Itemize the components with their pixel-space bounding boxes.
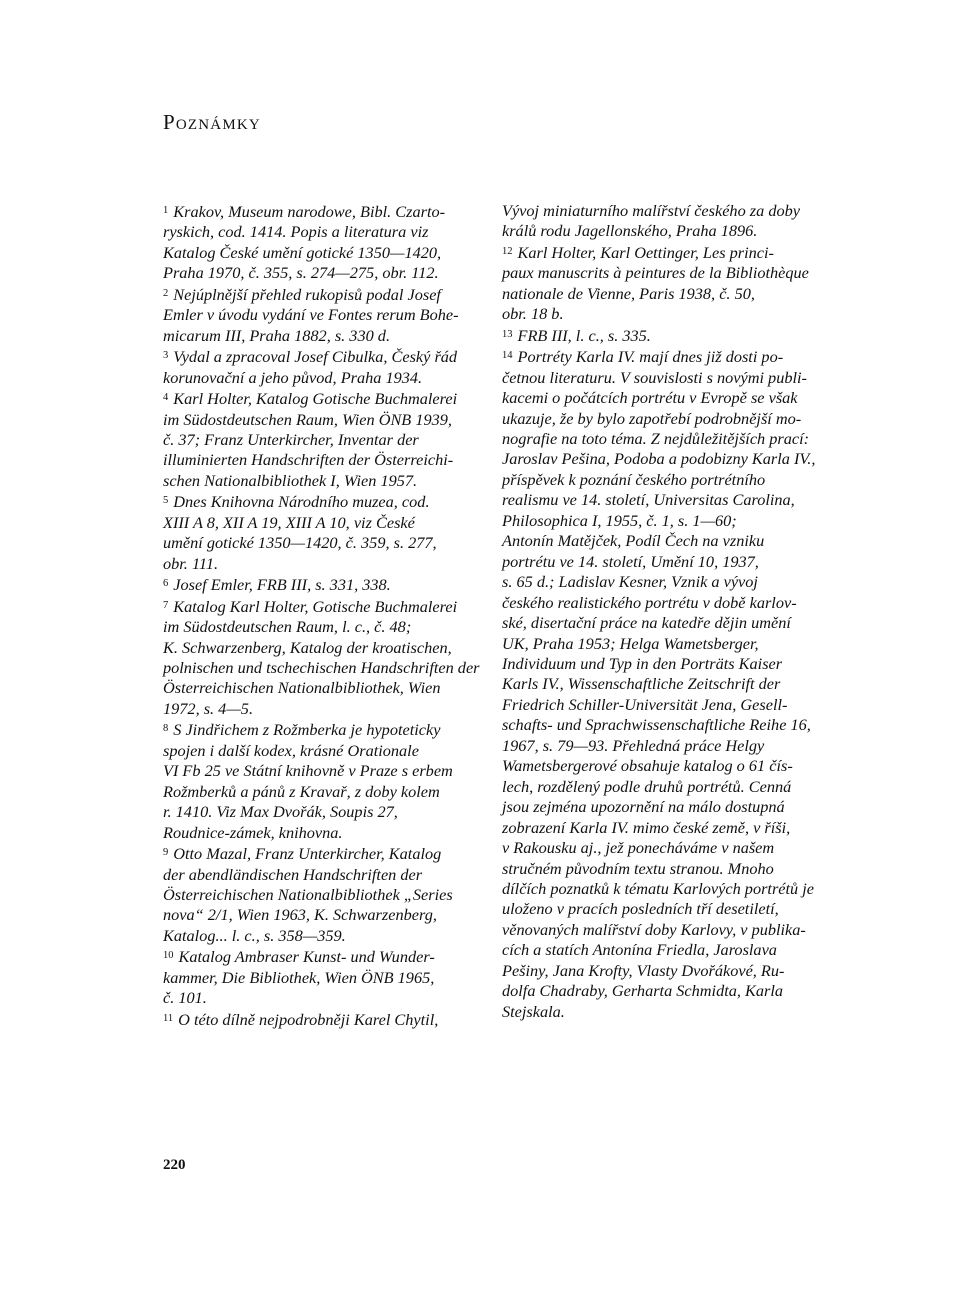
notes-right-column xyxy=(502,201,816,1022)
note-line xyxy=(163,968,463,988)
note-line xyxy=(163,346,463,367)
note-line xyxy=(502,572,802,592)
note-text: spojen i další kodex, krásné Orationale xyxy=(163,740,419,760)
note-text: zobrazení Karla IV. mimo české země, v říši, xyxy=(502,817,791,837)
note-text: č. 101. xyxy=(163,988,207,1008)
footnote-number: 8 xyxy=(163,723,169,735)
note-text: Antonín Matějček, Podíl Čech na vzniku xyxy=(502,531,765,551)
note-text: r. 1410. Viz Max Dvořák, Soupis 27, xyxy=(163,802,398,822)
note-text: UK, Praha 1953; Helga Wametsberger, xyxy=(502,633,759,653)
footnote-number: 1 xyxy=(163,205,169,216)
note-line xyxy=(163,410,463,430)
footnote-number: 10 xyxy=(163,950,174,962)
note-text: portrétu ve 14. století, Umění 10, 1937, xyxy=(502,551,759,571)
note-text: nova“ 2/1, Wien 1963, K. Schwarzenberg, xyxy=(163,905,437,925)
note-text: Karl Holter, Karl Oettinger, Les princi- xyxy=(517,242,774,262)
note-line xyxy=(163,699,463,719)
note-line xyxy=(502,715,811,735)
note-line xyxy=(163,802,463,822)
note-line xyxy=(163,326,463,346)
note-text: paux manuscrits à peintures de la Bibliothèque xyxy=(502,263,809,283)
note-line xyxy=(163,1009,463,1030)
note-text: cích a statích Antonína Friedla, Jaroslava xyxy=(502,940,777,960)
footnote-number: 3 xyxy=(163,350,169,362)
note-line xyxy=(502,613,802,633)
note-line xyxy=(163,885,463,905)
note-line xyxy=(163,388,463,409)
note-text: českého realistického portrétu v době karlov- xyxy=(502,592,797,612)
note-text: Katalog České umění gotické 1350—1420, xyxy=(163,242,442,262)
note-text: Jaroslav Pešina, Podoba a podobizny Karla IV., xyxy=(502,449,816,469)
note-line xyxy=(502,284,802,304)
note-text: Karls IV., Wissenschaftliche Zeitschrift der xyxy=(502,674,781,694)
note-line xyxy=(163,946,463,967)
note-text: Emler v úvodu vydání ve Fontes rerum Bohe- xyxy=(163,305,459,325)
note-text: Individuum und Typ in den Porträts Kaiser xyxy=(502,653,783,673)
note-line xyxy=(502,736,802,756)
note-line xyxy=(163,865,463,885)
note-text: Nejúplnější přehled rukopisů podal Josef xyxy=(173,284,441,304)
note-line xyxy=(163,368,463,388)
note-line xyxy=(163,843,463,864)
note-text: schen Nationalbibliothek I, Wien 1957. xyxy=(163,470,418,490)
note-line xyxy=(502,263,809,283)
note-line xyxy=(163,201,463,222)
note-text: Pešiny, Jana Krofty, Vlasty Dvořákové, Ru- xyxy=(502,960,785,980)
note-text: jsou zejména upozornění na málo dostupná xyxy=(502,797,785,817)
note-text: illuminierten Handschriften der Österreichi- xyxy=(163,450,454,470)
note-text: Otto Mazal, Franz Unterkircher, Katalog xyxy=(173,844,442,864)
note-text: umění gotické 1350—1420, č. 359, s. 277, xyxy=(163,533,437,553)
note-line xyxy=(502,919,806,940)
note-text: nografie na toto téma. Z nejdůležitějších prací: xyxy=(502,428,810,448)
note-line xyxy=(163,263,463,283)
note-line xyxy=(163,719,463,740)
note-text: lech, rozdělený podle druhů portrétů. Cenná xyxy=(502,776,792,796)
note-text: Krakov, Museum narodowe, Bibl. Czarto- xyxy=(173,202,446,221)
note-line xyxy=(502,838,802,858)
note-line xyxy=(502,201,802,221)
footnote-number: 11 xyxy=(163,1012,174,1024)
note-text: č. 37; Franz Unterkircher, Inventar der xyxy=(163,429,419,449)
note-line xyxy=(163,905,463,925)
note-text: dílčích poznatků k tématu Karlových portrétů je xyxy=(502,878,814,898)
note-text: věnovaných malířství doby Karlovy, v publika- xyxy=(502,919,806,939)
note-text: realismu ve 14. století, Universitas Carolina, xyxy=(502,490,795,510)
note-text: obr. 111. xyxy=(163,553,219,573)
note-text: der abendländischen Handschriften der xyxy=(163,864,423,884)
note-text: XIII A 8, XII A 19, XIII A 10, viz České xyxy=(163,512,415,532)
note-line xyxy=(502,1002,802,1022)
note-line xyxy=(163,657,480,678)
page-number: 220 xyxy=(163,1157,186,1173)
footnote-number: 13 xyxy=(502,328,513,340)
note-text: 1972, s. 4—5. xyxy=(163,698,254,718)
note-text: Österreichischen Nationalbibliothek „Series xyxy=(163,884,453,904)
note-text: ryskich, cod. 1414. Popis a literatura viz xyxy=(163,222,429,242)
note-line xyxy=(163,638,463,658)
note-line xyxy=(163,243,463,263)
note-line xyxy=(502,878,814,899)
note-text: četnou literaturu. V souvislosti s novými publi- xyxy=(502,367,807,387)
note-text: VI Fb 25 ve Státní knihovně v Praze s erbem xyxy=(163,761,453,781)
note-line xyxy=(163,741,463,761)
note-line xyxy=(502,756,802,776)
note-text: micarum III, Praha 1882, s. 330 d. xyxy=(163,325,391,345)
note-text: Vydal a zpracoval Josef Cibulka, Český řád xyxy=(173,347,458,367)
note-text: uloženo v pracích posledních tří desetiletí, xyxy=(502,899,779,919)
note-text: polnischen und tschechischen Handschriften der xyxy=(163,657,480,677)
note-line xyxy=(502,859,802,879)
note-line xyxy=(502,470,802,490)
note-line xyxy=(502,221,802,241)
note-text: Stejskala. xyxy=(502,1001,565,1021)
footnote-number: 4 xyxy=(163,392,169,404)
note-text: 1967, s. 79—93. Přehledná práce Helgy xyxy=(502,735,765,755)
note-line xyxy=(502,346,802,367)
note-line xyxy=(163,450,463,470)
note-text: v Rakousku aj., jež ponecháváme v našem xyxy=(502,838,775,858)
note-line xyxy=(502,593,802,613)
note-line xyxy=(163,926,463,946)
note-text: Praha 1970, č. 355, s. 274—275, obr. 112. xyxy=(163,263,439,283)
note-text: K. Schwarzenberg, Katalog der kroatischen, xyxy=(163,637,452,657)
note-text: Katalog Ambraser Kunst- und Wunder- xyxy=(178,947,435,967)
footnote-number: 6 xyxy=(163,578,169,590)
note-line xyxy=(502,777,802,797)
note-text: Karl Holter, Katalog Gotische Buchmalerei xyxy=(173,389,458,409)
note-text: kammer, Die Bibliothek, Wien ÖNB 1965, xyxy=(163,967,435,987)
note-text: schafts- und Sprachwissenschaftliche Reihe 16, xyxy=(502,715,811,735)
note-line xyxy=(163,471,463,491)
note-line xyxy=(502,674,802,694)
note-line xyxy=(163,554,463,574)
note-line xyxy=(502,325,802,346)
note-line xyxy=(163,533,463,553)
note-line xyxy=(502,449,816,469)
note-line xyxy=(163,823,463,843)
footnote-number: 7 xyxy=(163,599,169,611)
note-text: korunovační a jeho původ, Praha 1934. xyxy=(163,367,423,387)
note-text: Friedrich Schiller-Universität Jena, Gesell- xyxy=(502,694,788,714)
note-line xyxy=(502,552,802,572)
note-text: Katalog... l. c., s. 358—359. xyxy=(163,925,346,945)
note-text: Portréty Karla IV. mají dnes již dosti po- xyxy=(517,347,784,367)
note-line xyxy=(502,388,802,408)
note-line xyxy=(163,513,463,533)
note-text: stručném původním textu stranou. Mnoho xyxy=(502,858,774,878)
page-heading: Poznámky xyxy=(163,110,261,134)
note-line xyxy=(163,782,463,802)
note-line xyxy=(502,490,802,510)
note-line xyxy=(502,511,802,531)
note-line xyxy=(502,961,802,981)
note-text: ukazuje, že by bylo zapotřebí podrobnější mo- xyxy=(502,408,802,428)
note-line xyxy=(163,761,463,781)
note-text: S Jindřichem z Rožmberka je hypoteticky xyxy=(173,720,441,740)
note-line xyxy=(163,617,463,637)
note-line xyxy=(163,222,463,242)
notes-left-column xyxy=(163,201,480,1030)
note-line xyxy=(163,678,463,698)
footnote-number: 12 xyxy=(502,245,513,257)
note-line xyxy=(502,899,802,919)
note-text: Vývoj miniaturního malířství českého za doby xyxy=(502,201,800,220)
footnote-number: 2 xyxy=(163,287,169,299)
note-line xyxy=(502,367,807,388)
note-text: příspěvek k poznání českého portrétního xyxy=(502,469,766,489)
note-text: dolfa Chadraby, Gerharta Schmidta, Karla xyxy=(502,981,784,1001)
note-text: O této dílně nejpodrobněji Karel Chytil, xyxy=(178,1009,439,1029)
note-text: Österreichischen Nationalbibliothek, Wien xyxy=(163,678,441,698)
note-text: Rožmberků a pánů z Kravař, z doby kolem xyxy=(163,781,440,801)
note-line xyxy=(502,818,802,838)
note-line xyxy=(163,305,463,325)
footnote-number: 9 xyxy=(163,847,169,859)
note-text: Josef Emler, FRB III, s. 331, 338. xyxy=(173,575,391,595)
note-line xyxy=(502,940,802,960)
note-line xyxy=(502,409,802,429)
note-line xyxy=(502,242,802,263)
note-text: kacemi o počátcích portrétu v Evropě se však xyxy=(502,388,798,408)
note-text: Katalog Karl Holter, Gotische Buchmalerei xyxy=(173,596,458,616)
note-text: Philosophica I, 1955, č. 1, s. 1—60; xyxy=(502,510,737,530)
note-text: obr. 18 b. xyxy=(502,304,564,324)
note-text: Wametsbergerové obsahuje katalog o 61 čís- xyxy=(502,756,793,776)
note-line xyxy=(502,695,802,715)
note-text: Roudnice-zámek, knihovna. xyxy=(163,822,343,842)
footnote-number: 14 xyxy=(502,350,513,362)
note-line xyxy=(163,574,463,595)
note-text: králů rodu Jagellonského, Praha 1896. xyxy=(502,221,758,241)
note-text: Dnes Knihovna Národního muzea, cod. xyxy=(173,492,430,512)
note-line xyxy=(502,531,802,551)
note-line xyxy=(163,430,463,450)
note-line xyxy=(163,596,463,617)
note-text: s. 65 d.; Ladislav Kesner, Vznik a vývoj xyxy=(502,572,758,592)
note-line xyxy=(502,304,802,324)
note-line xyxy=(502,634,802,654)
note-text: ské, disertační práce na katedře dějin umění xyxy=(502,613,791,633)
note-line xyxy=(502,428,810,449)
note-line xyxy=(502,981,802,1001)
note-text: FRB III, l. c., s. 335. xyxy=(517,325,651,345)
note-line xyxy=(163,491,463,512)
note-text: im Südostdeutschen Raum, l. c., č. 48; xyxy=(163,617,412,637)
note-line xyxy=(502,654,802,674)
note-text: im Südostdeutschen Raum, Wien ÖNB 1939, xyxy=(163,409,452,429)
note-text: nationale de Vienne, Paris 1938, č. 50, xyxy=(502,283,755,303)
note-line xyxy=(163,988,463,1008)
note-line xyxy=(502,797,802,817)
footnote-number: 5 xyxy=(163,495,169,507)
note-line xyxy=(163,284,463,305)
